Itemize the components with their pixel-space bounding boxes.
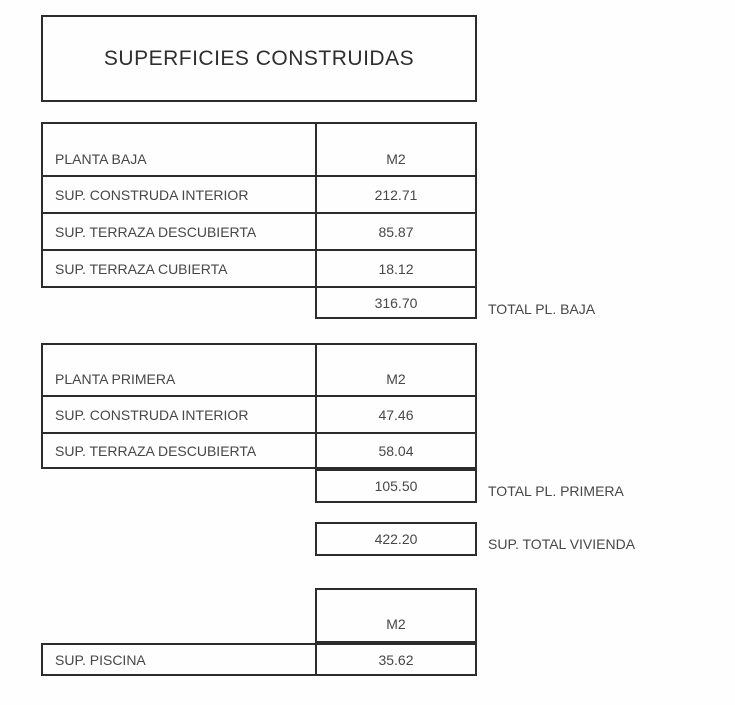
table-header-row [43, 124, 475, 175]
table-row [43, 249, 475, 286]
unit-header: M2 [386, 616, 406, 632]
row-value: 47.46 [315, 397, 475, 432]
total-box-planta-baja [315, 286, 477, 319]
unit-header: M2 [315, 124, 475, 175]
page-title: SUPERFICIES CONSTRUIDAS [103, 46, 415, 70]
total-label-planta-primera: TOTAL PL. PRIMERA [488, 483, 624, 499]
piscina-table [41, 643, 477, 676]
total-box-planta-primera [315, 469, 477, 503]
row-value: 85.87 [315, 214, 475, 249]
table-title: PLANTA PRIMERA [55, 371, 176, 387]
row-value: 58.04 [315, 434, 475, 467]
row-value: 35.62 [315, 645, 475, 674]
grand-total-box [315, 522, 477, 556]
grand-total-label: SUP. TOTAL VIVIENDA [488, 536, 636, 552]
title-box [41, 15, 477, 102]
total-value: 105.50 [374, 478, 418, 494]
row-label: SUP. TERRAZA CUBIERTA [55, 260, 228, 277]
row-label: SUP. CONSTRUDA INTERIOR [55, 186, 249, 203]
row-value: 212.71 [315, 177, 475, 212]
table-row [43, 175, 475, 212]
table-row [43, 395, 475, 432]
planta-baja-table [41, 122, 477, 288]
total-value: 316.70 [374, 294, 418, 311]
row-value: 18.12 [315, 251, 475, 286]
grand-total-value: 422.20 [374, 531, 418, 547]
table-header-row [43, 345, 475, 395]
row-label: SUP. PISCINA [55, 651, 146, 668]
table-title: PLANTA BAJA [55, 151, 147, 167]
row-label: SUP. CONSTRUDA INTERIOR [55, 406, 249, 423]
row-label: SUP. TERRAZA DESCUBIERTA [55, 442, 257, 459]
planta-primera-table [41, 343, 477, 469]
total-label-planta-baja: TOTAL PL. BAJA [488, 301, 596, 317]
table-row [43, 432, 475, 467]
unit-header: M2 [315, 345, 475, 395]
table-row [43, 212, 475, 249]
piscina-unit-header-box [315, 588, 477, 643]
row-label: SUP. TERRAZA DESCUBIERTA [55, 223, 257, 240]
